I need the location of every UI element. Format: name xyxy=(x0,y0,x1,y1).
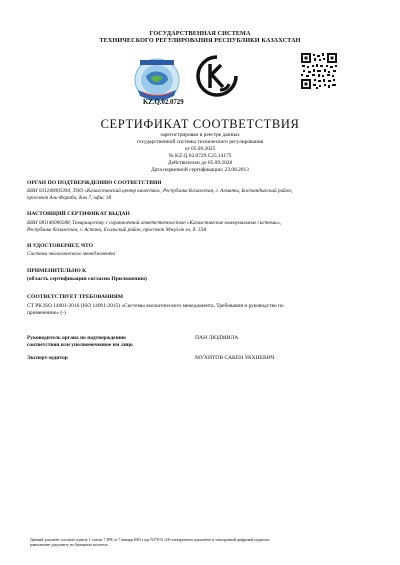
registration-line-2: государственной системы технического регулирования xyxy=(136,139,264,145)
applies-heading: ПРИМЕНИТЕЛЬНО К xyxy=(27,268,87,274)
registration-line-1: зарегистрирован в реестре данных xyxy=(160,132,240,138)
issued-line-1: БИН 081140000288, Товариществу с ограниченной ответственностью «Казахстанские коммунальные системы», xyxy=(27,220,282,226)
first-certification-date: Дата первичной сертификации: 23.08.2013 xyxy=(151,167,249,173)
head-signature-label-1: Руководитель органа по подтверждению xyxy=(27,335,126,341)
footer-line-1: Данный документ согласно пункту 1 статьи 7 ЗРК от 7 января 2003 года N370-II «Об электронном документе и электронной цифровой подписи» xyxy=(30,538,271,542)
organ-heading: ОРГАН ПО ПОДТВЕРЖДЕНИЮ СООТВЕТСТВИЯ xyxy=(27,180,162,186)
head-signature-name: ПАН ЛЮДМИЛА xyxy=(195,335,239,341)
certifies-heading: И УДОСТОВЕРЯЕТ, ЧТО xyxy=(27,243,94,249)
applies-subheading: (область сертификации согласно Приложению) xyxy=(27,276,147,282)
certifies-text: Система экологического менеджмента xyxy=(27,251,116,257)
issued-heading: НАСТОЯЩИЙ СЕРТИФИКАТ ВЫДАН xyxy=(27,211,130,217)
registration-date: от 05.09.2025 xyxy=(184,146,216,152)
header-line-2: ТЕХНИЧЕСКОГО РЕГУЛИРОВАНИЯ РЕСПУБЛИКИ КАЗАХСТАН xyxy=(99,37,301,44)
registration-number: № KZ.Q.02.0729.С25.14175 xyxy=(168,153,232,159)
auditor-name: МУХИТОВ САКЕН УАХИЕВИЧ xyxy=(195,355,275,361)
auditor-label: Эксперт-аудитор xyxy=(27,355,68,361)
qr-code-icon xyxy=(300,52,338,90)
complies-line-2: применению» (-) xyxy=(27,310,66,316)
organ-line-2: проспект Аль-Фараби, дом 7, офис 18 xyxy=(27,195,112,201)
footer-line-2: равнозначен документу на бумажном носителе. xyxy=(30,543,109,547)
complies-line-1: СТ РК ISO 14001-2016 (ISO 14001:2015) «Системы экологического менеджмента. Требования и руководство по xyxy=(27,303,284,309)
organ-line-1: БИН 031240005394, ТОО «Казахстанский центр качества», Республика Казахстан, г. Алматы, Бостандыкский район, xyxy=(27,188,293,194)
complies-heading: СООТВЕТСТВУЕТ ТРЕБОВАНИЯМ xyxy=(27,294,124,300)
header-line-1: ГОСУДАРСТВЕННАЯ СИСТЕМА xyxy=(149,30,251,37)
head-signature-label-2: соответствия или уполномоченное им лицо xyxy=(27,342,133,348)
kz-conformity-mark-icon xyxy=(195,54,239,98)
valid-until: Действителен до 05.09.2028 xyxy=(167,160,233,166)
issued-line-2: Республика Казахстан, г. Астана, Есильский район, проспект Мэңгілік ел, д. 33А xyxy=(27,227,207,233)
registry-code: KZ.Q.02.0729 xyxy=(143,99,184,106)
legal-footer xyxy=(30,538,370,548)
page-title: СЕРТИФИКАТ СООТВЕТСТВИЯ xyxy=(100,117,300,131)
